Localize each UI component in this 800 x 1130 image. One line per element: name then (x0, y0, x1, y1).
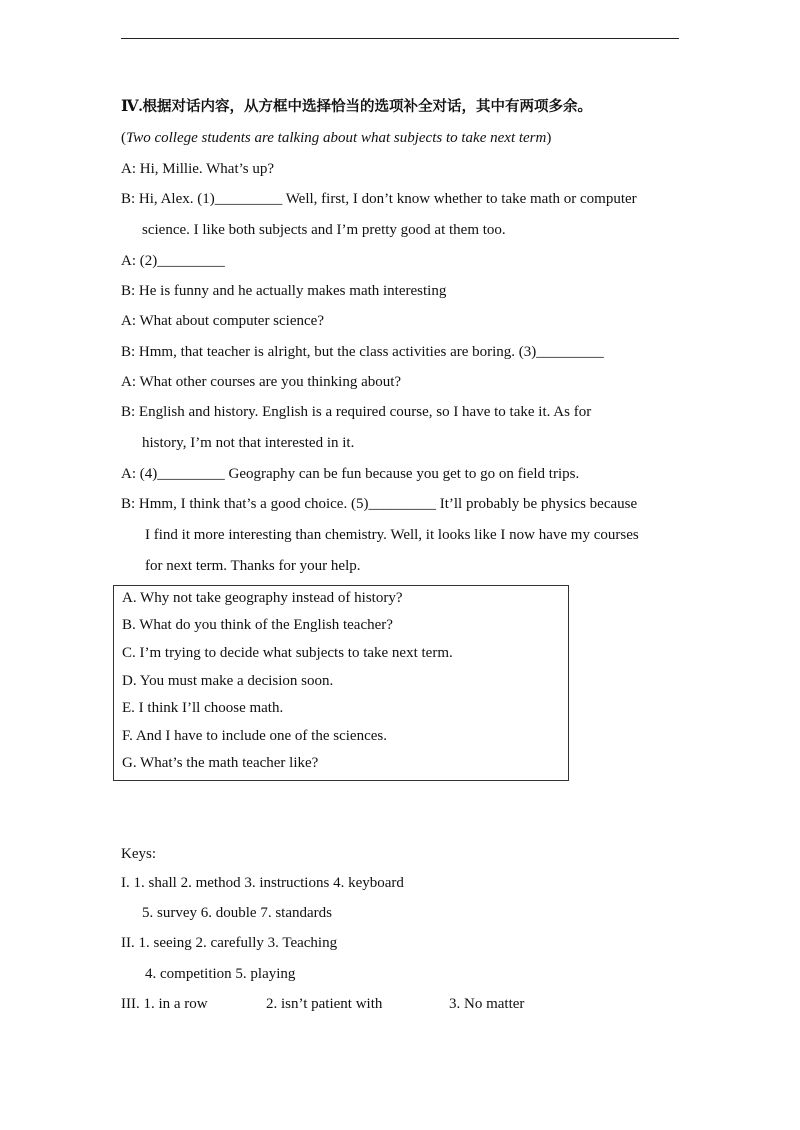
keys-label: Keys: (121, 846, 156, 862)
context-text: Two college students are talking about what subjects to take next term (126, 130, 547, 146)
top-rule (121, 38, 679, 39)
dialogue-line: A: Hi, Millie. What’s up? (121, 161, 275, 177)
context-close-paren: ) (546, 130, 552, 146)
section-heading (121, 97, 592, 117)
dialogue-line: B: Hmm, that teacher is alright, but the class activities are boring. (3)_________ (121, 344, 604, 360)
dialogue-line: A: (4)_________ Geography can be fun because you get to go on field trips. (121, 466, 580, 482)
option-e: E. I think I’ll choose math. (122, 700, 284, 716)
context-note (121, 128, 551, 148)
keys-line: 5. survey 6. double 7. standards (142, 905, 332, 921)
keys-row3-col1: III. 1. in a row (121, 996, 208, 1012)
dialogue-line: I find it more interesting than chemistry. Well, it looks like I now have my courses (145, 527, 639, 543)
dialogue-line: A: What other courses are you thinking about? (121, 374, 402, 390)
dialogue-line: B: English and history. English is a required course, so I have to take it. As for (121, 404, 592, 420)
keys-row3-col2: 2. isn’t patient with (266, 996, 383, 1012)
section-instruction: 根据对话内容，从方框中选择恰当的选项补全对话，其中有两项多余。 (142, 99, 592, 115)
keys-line: I. 1. shall 2. method 3. instructions 4. keyboard (121, 875, 404, 891)
option-f: F. And I have to include one of the sciences. (122, 728, 387, 744)
keys-line: 4. competition 5. playing (145, 966, 296, 982)
dialogue-line: science. I like both subjects and I’m pretty good at them too. (142, 222, 506, 238)
option-a: A. Why not take geography instead of history? (122, 590, 403, 606)
context-open-paren: ( (121, 130, 126, 146)
keys-line: II. 1. seeing 2. carefully 3. Teaching (121, 935, 338, 951)
dialogue-line: for next term. Thanks for your help. (145, 558, 361, 574)
option-g: G. What’s the math teacher like? (122, 755, 319, 771)
option-d: D. You must make a decision soon. (122, 673, 334, 689)
dialogue-line: A: (2)_________ (121, 253, 225, 269)
dialogue-line: B: Hmm, I think that’s a good choice. (5)_________ It’ll probably be physics because (121, 496, 638, 512)
dialogue-line: history, I’m not that interested in it. (142, 435, 355, 451)
keys-row3-col3: 3. No matter (449, 996, 525, 1012)
dialogue-line: A: What about computer science? (121, 313, 324, 329)
dialogue-line: B: Hi, Alex. (1)_________ Well, first, I don’t know whether to take math or computer (121, 191, 637, 207)
section-numeral: Ⅳ. (121, 98, 143, 115)
dialogue-line: B: He is funny and he actually makes math interesting (121, 283, 447, 299)
option-c: C. I’m trying to decide what subjects to take next term. (122, 645, 453, 661)
option-b: B. What do you think of the English teacher? (122, 617, 393, 633)
options-box (113, 585, 569, 781)
